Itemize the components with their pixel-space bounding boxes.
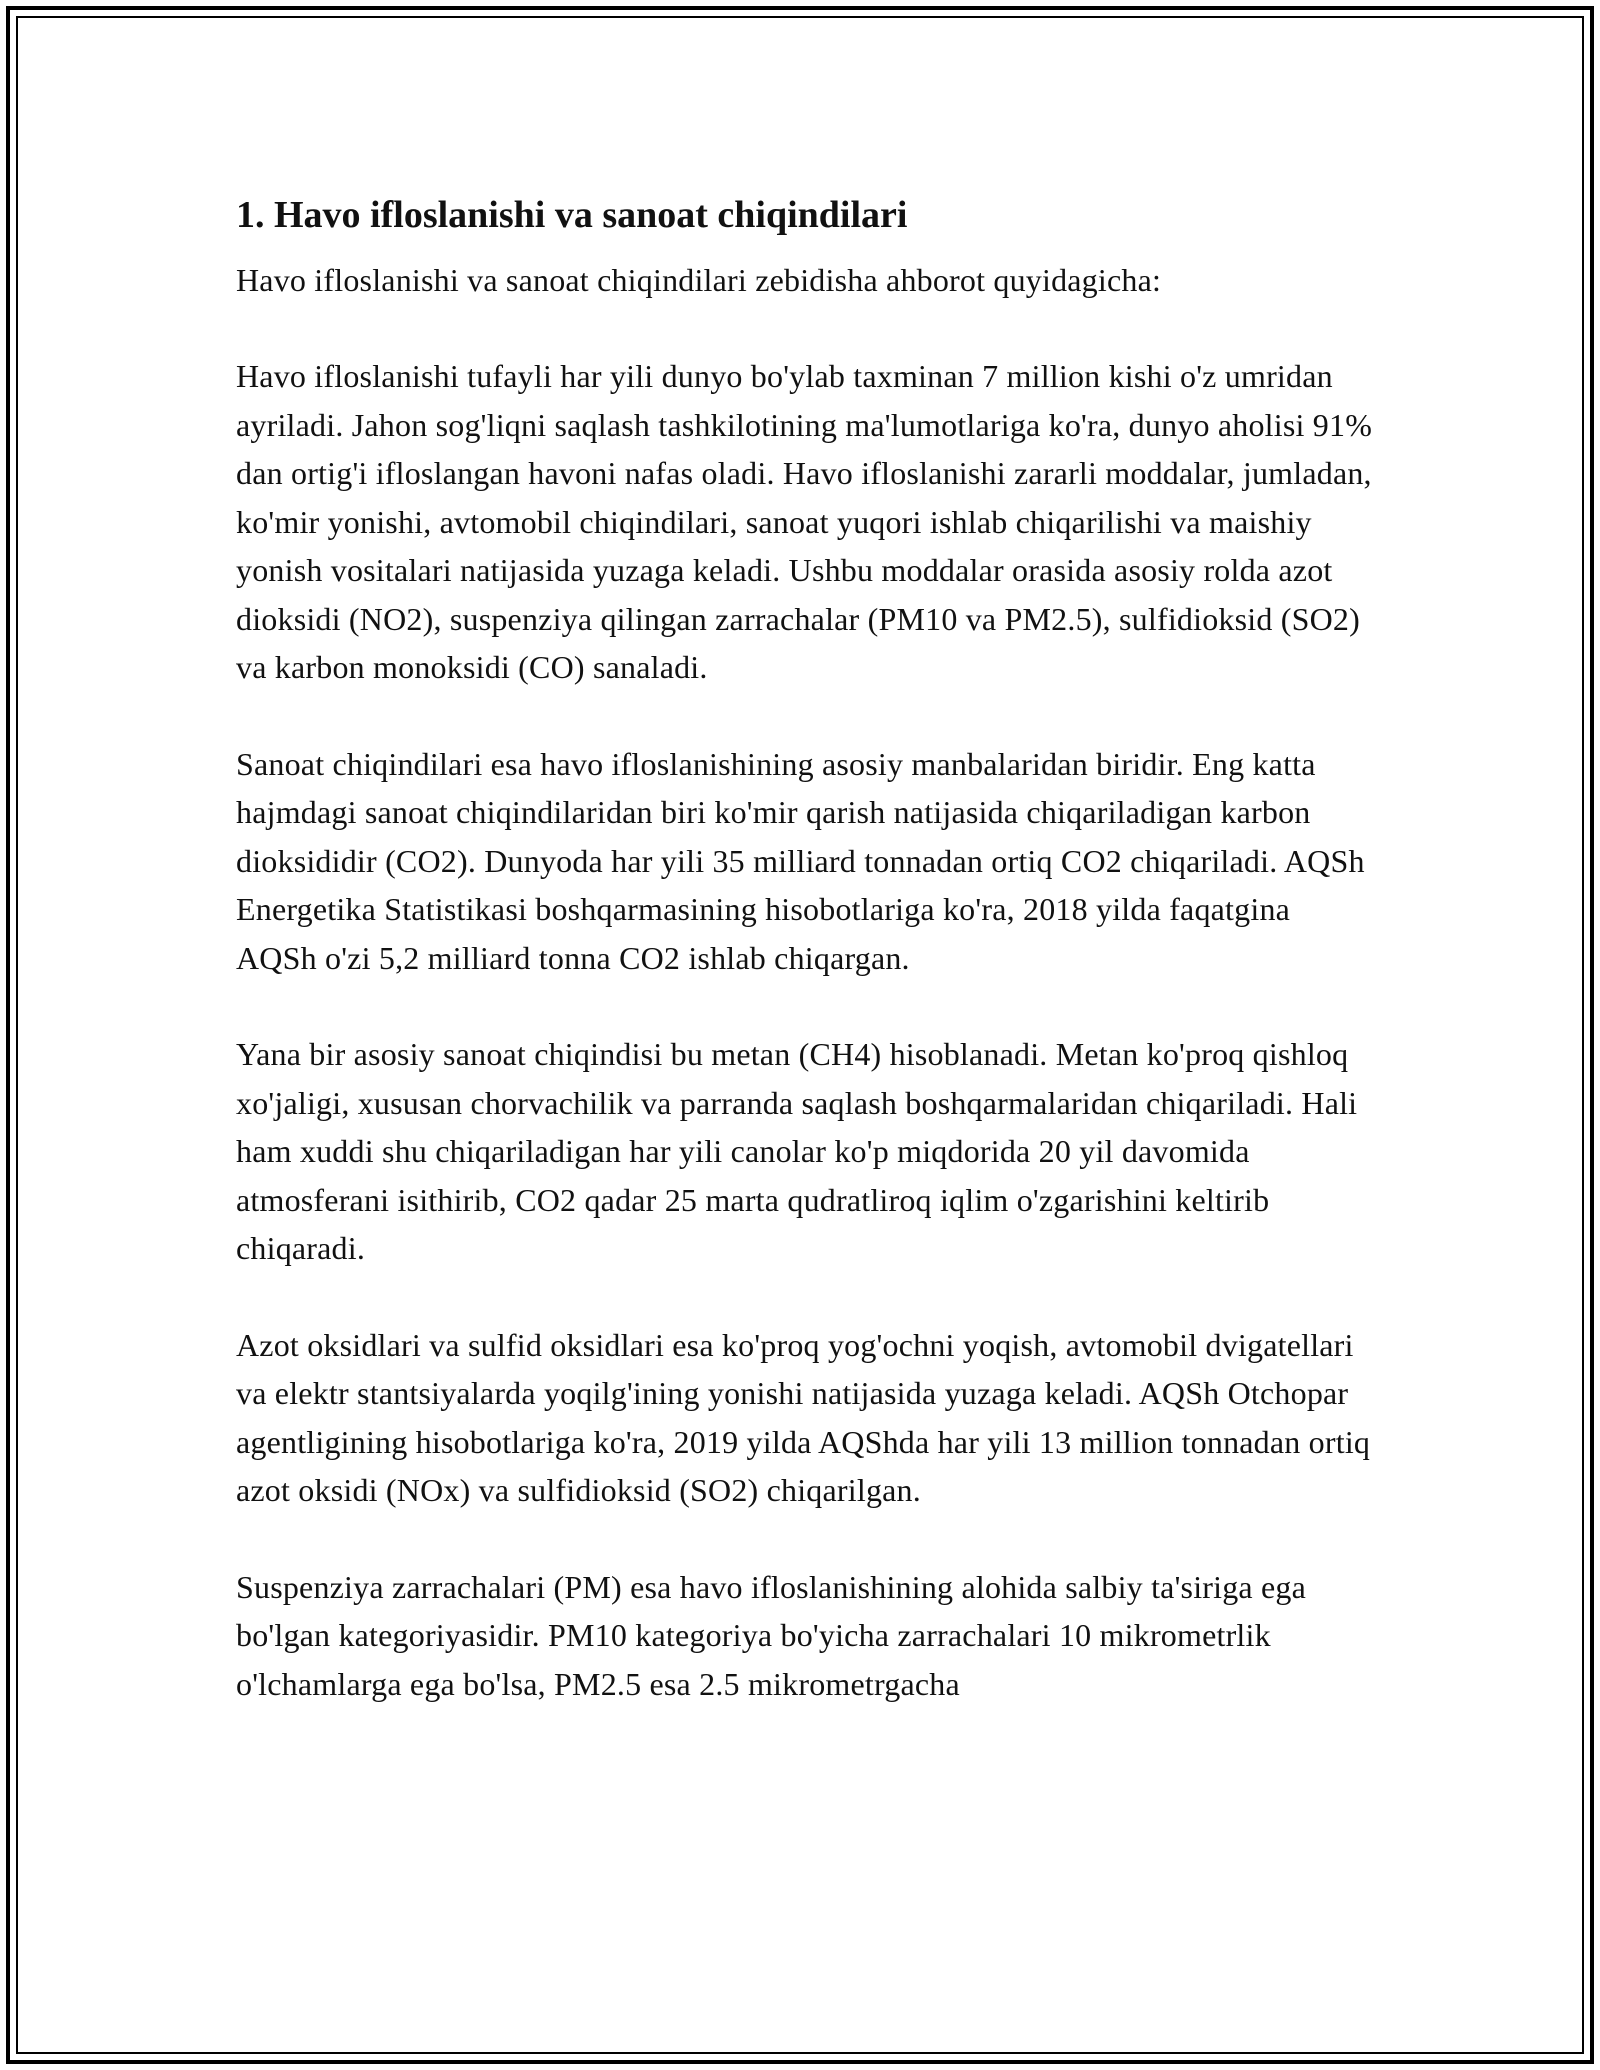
document-body [236,188,1376,1708]
section-heading: 1. Havo ifloslanishi va sanoat chiqindilari [236,194,908,236]
intro-paragraph: Havo ifloslanishi va sanoat chiqindilari zebidisha ahborot quyidagicha: [236,262,1162,298]
paragraph-air-pollution: Havo ifloslanishi tufayli har yili dunyo bo'ylab taxminan 7 million kishi o'z umridan ayriladi. Jahon sog'liqni saqlash tashkilotining ma'lumotlariga ko'ra, dunyo aholisi 91% dan ortig'i ifloslangan havoni nafas oladi. Havo ifloslanishi zararli moddalar, jumladan, ko'mir yonishi, avtomobil chiqindilari, sanoat yuqori ishlab chiqarilishi va maishiy yonish vositalari natijasida yuzaga keladi. Ushbu moddalar orasida asosiy rolda azot dioksidi (NO2), suspenziya qilingan zarrachalar (PM10 va PM2.5), sulfidioksid (SO2) va karbon monoksidi (CO) sanaladi. [236,358,1373,685]
paragraph-nitrogen-sulfur-oxides: Azot oksidlari va sulfid oksidlari esa ko'proq yog'ochni yoqish, avtomobil dvigatellari va elektr stantsiyalarda yoqilg'ining yonishi natijasida yuzaga keladi. AQSh Otchopar agentligining hisobotlariga ko'ra, 2019 yilda AQShda har yili 13 million tonnadan ortiq azot oksidi (NOx) va sulfidioksid (SO2) chiqarilgan. [236,1326,1371,1508]
paragraph-industrial-emissions: Sanoat chiqindilari esa havo ifloslanishining asosiy manbalaridan biridir. Eng katta hajmdagi sanoat chiqindilaridan biri ko'mir qarish natijasida chiqariladigan karbon dioksididir (CO2). Dunyoda har yili 35 milliard tonnadan ortiq CO2 chiqariladi. AQSh Energetika Statistikasi boshqarmasining hisobotlariga ko'ra, 2018 yilda faqatgina AQSh o'zi 5,2 milliard tonna CO2 ishlab chiqargan. [236,745,1365,976]
paragraph-particulate-matter: Suspenziya zarrachalari (PM) esa havo ifloslanishining alohida salbiy ta'siriga ega bo'lgan kategoriyasidir. PM10 kategoriya bo'yicha zarrachalari 10 mikrometrlik o'lchamlarga ega bo'lsa, PM2.5 esa 2.5 mikrometrgacha [236,1568,1307,1702]
paragraph-methane: Yana bir asosiy sanoat chiqindisi bu metan (CH4) hisoblanadi. Metan ko'proq qishloq xo'jaligi, xususan chorvachilik va parranda saqlash boshqarmalaridan chiqariladi. Hali ham xuddi shu chiqariladigan har yili canolar ko'p miqdorida 20 yil davomida atmosferani isithirib, CO2 qadar 25 marta qudratliroq iqlim o'zgarishini keltirib chiqaradi. [236,1036,1358,1266]
